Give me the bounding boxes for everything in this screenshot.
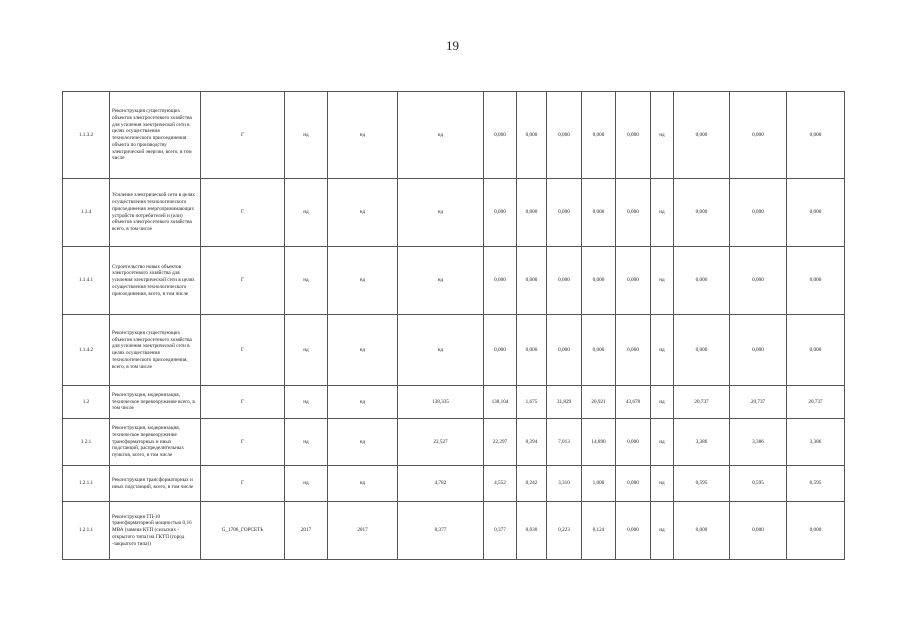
cell-value-3: 1,675 [517, 386, 547, 419]
page-number: 19 [446, 38, 459, 53]
cell-end-year: 2017 [328, 502, 398, 560]
cell-project-id: Г [201, 247, 285, 315]
cell-value-1: 0,377 [398, 502, 484, 560]
cell-value-1: 22,527 [398, 419, 484, 466]
cell-item-code: 1.1.4.2 [63, 315, 110, 386]
cell-value-1: 138,335 [398, 386, 484, 419]
table-row [63, 92, 845, 179]
cell-value-2: 0,377 [484, 502, 517, 560]
cell-value-7: нд [651, 502, 674, 560]
cell-value-4: 0,000 [547, 247, 582, 315]
cell-start-year: нд [285, 92, 328, 179]
cell-value-2: 0,000 [484, 92, 517, 179]
cell-end-year: нд [328, 92, 398, 179]
cell-value-2: 138,104 [484, 386, 517, 419]
table-row [63, 179, 845, 247]
cell-value-1: нд [398, 247, 484, 315]
cell-value-8: 0,000 [674, 315, 730, 386]
cell-value-8: 20,737 [674, 386, 730, 419]
cell-value-8: 3,386 [674, 419, 730, 466]
cell-value-10: 0,000 [787, 92, 845, 179]
cell-value-10: 0,000 [787, 247, 845, 315]
cell-start-year: нд [285, 386, 328, 419]
cell-value-4: 7,013 [547, 419, 582, 466]
cell-value-6: 0,000 [616, 419, 651, 466]
cell-value-4: 31,829 [547, 386, 582, 419]
cell-value-2: 0,000 [484, 247, 517, 315]
cell-value-7: нд [651, 466, 674, 502]
cell-value-8: 0,000 [674, 247, 730, 315]
cell-value-6: 0,000 [616, 179, 651, 247]
cell-start-year: нд [285, 179, 328, 247]
cell-value-4: 0,000 [547, 92, 582, 179]
cell-value-3: 0,242 [517, 466, 547, 502]
cell-value-5: 1,000 [582, 466, 616, 502]
cell-value-5: 0,000 [582, 315, 616, 386]
cell-item-code: 1.1.4.1 [63, 247, 110, 315]
cell-start-year: нд [285, 419, 328, 466]
cell-value-9: 0,595 [730, 466, 787, 502]
cell-value-1: 4,782 [398, 466, 484, 502]
cell-value-3: 0,000 [517, 179, 547, 247]
cell-value-3: 0,000 [517, 315, 547, 386]
cell-end-year: нд [328, 179, 398, 247]
cell-value-9: 20,737 [730, 386, 787, 419]
cell-item-code: 1.1.3.2 [63, 92, 110, 179]
cell-start-year: нд [285, 247, 328, 315]
cell-value-9: 0,000 [730, 179, 787, 247]
cell-value-7: нд [651, 247, 674, 315]
cell-value-5: 14,890 [582, 419, 616, 466]
cell-value-1: нд [398, 92, 484, 179]
investment-program-table [62, 91, 845, 560]
cell-item-code: 1.2.1 [63, 419, 110, 466]
cell-value-6: 0,000 [616, 502, 651, 560]
table-row [63, 466, 845, 502]
cell-value-5: 0,000 [582, 179, 616, 247]
cell-value-9: 0,000 [730, 502, 787, 560]
cell-item-name: Реконструкция, модернизация, техническое перевооружение трансформаторных и иных подстанций, распределительных пунктов, всего, в том числе [110, 419, 201, 466]
cell-project-id: Г [201, 386, 285, 419]
cell-value-7: нд [651, 179, 674, 247]
cell-value-4: 0,000 [547, 315, 582, 386]
cell-value-9: 3,386 [730, 419, 787, 466]
cell-item-code: 1.1.4 [63, 179, 110, 247]
cell-value-10: 20,737 [787, 386, 845, 419]
cell-value-7: нд [651, 92, 674, 179]
cell-value-3: 0,030 [517, 502, 547, 560]
table-row [63, 315, 845, 386]
cell-value-3: 0,394 [517, 419, 547, 466]
cell-value-8: 0,595 [674, 466, 730, 502]
cell-value-2: 22,297 [484, 419, 517, 466]
cell-item-name: Реконструкция, модернизация, техническое перевооружение всего, в том числе [110, 386, 201, 419]
cell-value-7: нд [651, 419, 674, 466]
cell-value-9: 0,000 [730, 247, 787, 315]
cell-value-10: 0,000 [787, 315, 845, 386]
cell-value-6: 0,000 [616, 466, 651, 502]
cell-item-name: Усиление электрической сети в целях осуществления технологического присоединения энергопринимающих устройств потребителей и (или) объектов электросетевого хозяйства всего, в том числе [110, 179, 201, 247]
cell-value-6: 43,678 [616, 386, 651, 419]
cell-value-2: 4,552 [484, 466, 517, 502]
cell-end-year: нд [328, 466, 398, 502]
cell-start-year: 2017 [285, 502, 328, 560]
cell-value-3: 0,000 [517, 247, 547, 315]
cell-value-4: 3,310 [547, 466, 582, 502]
cell-project-id: Г [201, 315, 285, 386]
cell-value-4: 0,000 [547, 179, 582, 247]
cell-value-2: 0,000 [484, 179, 517, 247]
cell-item-name: Реконструкция ТП-10 трансформаторной мощностью 0,16 МВА (замена КТП (сельских - открытого типа) на ГКТП (город -закрытого типа)) [110, 502, 201, 560]
cell-project-id: Г [201, 419, 285, 466]
cell-project-id: G_1706_ГОРСЕТЬ [201, 502, 285, 560]
table-row [63, 386, 845, 419]
cell-value-7: нд [651, 386, 674, 419]
cell-item-name: Реконструкция существующих объектов электросетевого хозяйства для усиления электрической сети в целях осуществления технологического присоединения объекта по производству электрической энергии, всего, в том числе [110, 92, 201, 179]
cell-value-4: 0,223 [547, 502, 582, 560]
cell-end-year: нд [328, 247, 398, 315]
cell-value-6: 0,000 [616, 247, 651, 315]
cell-item-name: Реконструкция трансформаторных и иных подстанций, всего, в том числе [110, 466, 201, 502]
cell-item-name: Реконструкция существующих объектов электросетевого хозяйства для усиления электрической сети в целях осуществления технологического присоединения, всего, в том числе [110, 315, 201, 386]
cell-value-8: 0,000 [674, 502, 730, 560]
cell-item-code: 1.2.1.1 [63, 502, 110, 560]
cell-value-1: нд [398, 179, 484, 247]
cell-start-year: нд [285, 315, 328, 386]
cell-value-5: 20,921 [582, 386, 616, 419]
cell-value-10: 3,386 [787, 419, 845, 466]
cell-value-8: 0,000 [674, 179, 730, 247]
cell-end-year: нд [328, 386, 398, 419]
table-row [63, 502, 845, 560]
table-row [63, 419, 845, 466]
cell-value-5: 0,124 [582, 502, 616, 560]
cell-start-year: нд [285, 466, 328, 502]
cell-value-6: 0,000 [616, 315, 651, 386]
cell-end-year: нд [328, 315, 398, 386]
cell-value-3: 0,000 [517, 92, 547, 179]
cell-value-5: 0,000 [582, 92, 616, 179]
cell-value-10: 0,000 [787, 502, 845, 560]
cell-value-2: 0,000 [484, 315, 517, 386]
cell-value-9: 0,000 [730, 315, 787, 386]
cell-value-7: нд [651, 315, 674, 386]
cell-value-1: нд [398, 315, 484, 386]
cell-end-year: нд [328, 419, 398, 466]
cell-project-id: Г [201, 179, 285, 247]
cell-item-name: Строительство новых объектов электросетевого хозяйства для усиления электрической сети в целях осуществления технологического присоединения, всего, в том числе [110, 247, 201, 315]
cell-item-code: 1.2 [63, 386, 110, 419]
cell-item-code: 1.2.1.1 [63, 466, 110, 502]
cell-value-10: 0,000 [787, 179, 845, 247]
cell-project-id: Г [201, 466, 285, 502]
table-row [63, 247, 845, 315]
cell-value-8: 0,000 [674, 92, 730, 179]
cell-project-id: Г [201, 92, 285, 179]
cell-value-6: 0,000 [616, 92, 651, 179]
cell-value-5: 0,000 [582, 247, 616, 315]
cell-value-9: 0,000 [730, 92, 787, 179]
cell-value-10: 0,595 [787, 466, 845, 502]
